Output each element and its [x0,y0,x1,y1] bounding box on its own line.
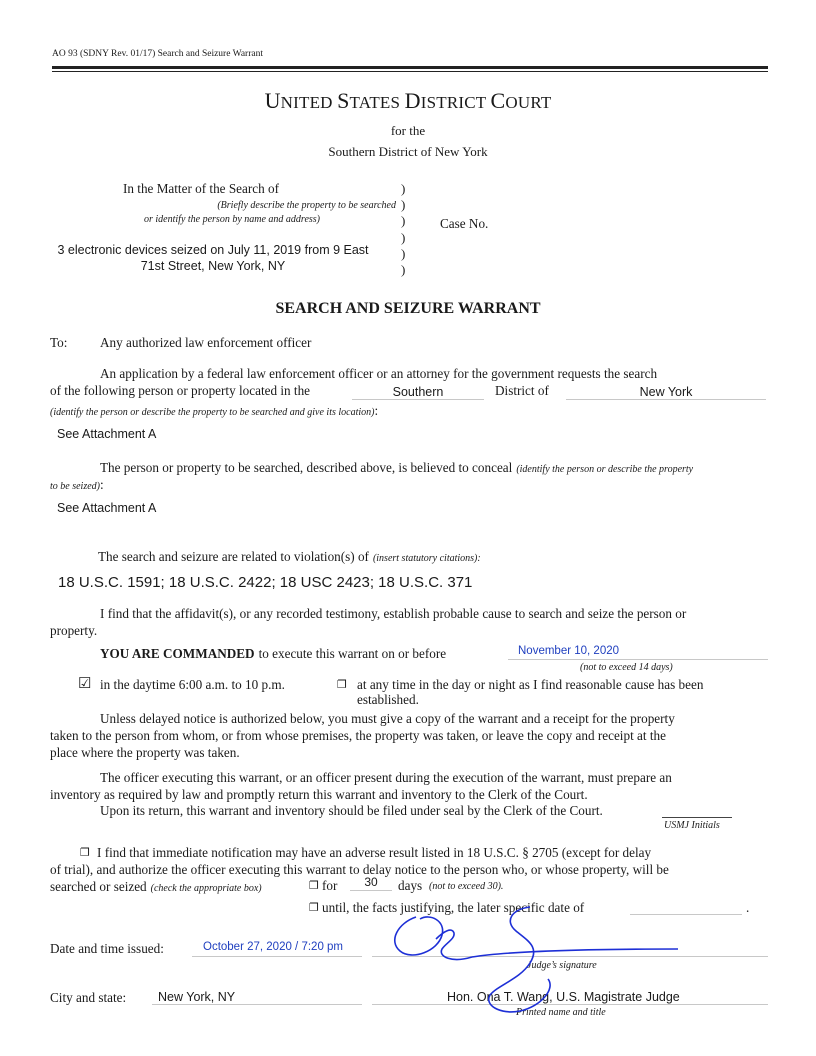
city-line [152,1004,362,1005]
application-line-1: An application by a federal law enforcement officer or an attorney for the government requests the search [100,366,658,381]
to-value: Any authorized law enforcement officer [100,335,312,350]
until-line: until, the facts justifying, the later specific date of [322,900,585,915]
days-field-line [350,890,392,891]
district-of-label: District of [495,383,549,398]
for-the: for the [390,123,426,138]
anytime-checkbox[interactable]: ❐ [337,678,347,691]
violation-line: The search and seizure are related to violation(s) of (insert statutory citations): [98,549,481,564]
affidavit-line-2: property. [50,623,98,638]
for-label: for [322,878,338,893]
inventory-line-2: inventory as required by law and promptly return this warrant and inventory to the Clerk of the Court. [50,787,588,802]
city-label: City and state: [50,990,127,1005]
form-id: AO 93 (SDNY Rev. 01/17) Search and Seizure Warrant [52,49,263,59]
statutory-citations[interactable]: 18 U.S.C. 1591; 18 U.S.C. 2422; 18 USC 2423; 18 U.S.C. 371 [58,574,473,591]
to-label: To: [50,335,68,350]
anytime-line-1: at any time in the day or night as I find reasonable cause has been [357,677,704,692]
until-period: . [746,900,750,915]
header-rule-thin [52,71,768,72]
inventory-line-3: Upon its return, this warrant and inventory should be filed under seal by the Clerk of the Court. [100,803,603,818]
district-field[interactable]: Southern [392,385,444,399]
delayed-line-1: Unless delayed notice is authorized below, you must give a copy of the warrant and a receipt for the property [100,711,675,726]
city-value[interactable]: New York, NY [158,990,236,1004]
caption-parens: ) ) ) ) ) ) [401,181,406,278]
date-issued-line [192,956,362,957]
notification-checkbox[interactable]: ❐ [80,846,90,859]
application-line-2: of the following person or property located in the [50,383,311,398]
state-field[interactable]: New York [639,385,693,399]
header-rule [52,66,768,69]
matter-label: In the Matter of the Search of [123,181,279,196]
execute-date-line [508,659,768,660]
initials-line[interactable] [662,817,732,818]
days-hint: (not to exceed 30). [429,881,504,892]
until-checkbox[interactable]: ❐ [309,901,319,914]
exceed-14-days: (not to exceed 14 days) [580,662,673,673]
inventory-line-1: The officer executing this warrant, or an officer present during the execution of the warrant, must prepare an [100,770,672,785]
case-no-label: Case No. [440,216,489,231]
days-field[interactable]: 30 [364,875,378,889]
warrant-title: SEARCH AND SEIZURE WARRANT [275,300,541,317]
property-line-2: 71st Street, New York, NY [140,258,286,273]
date-issued-label: Date and time issued: [50,941,164,956]
judge-signature [380,905,700,1020]
daytime-label: in the daytime 6:00 a.m. to 10 p.m. [100,677,285,692]
usmj-initials-label: USMJ Initials [664,820,720,831]
judge-name[interactable]: Hon. Ona T. Wang, U.S. Magistrate Judge [447,990,680,1004]
attachment-a-location[interactable]: See Attachment A [57,427,157,441]
property-description [40,243,386,274]
district-name: Southern District of New York [328,144,488,159]
command-line: YOU ARE COMMANDED to execute this warrant on or before [100,646,447,661]
days-label: days [398,878,423,893]
notification-line-2: of trial), and authorize the officer executing this warrant to delay notice to the person who, or whose property, will be [50,862,669,877]
attachment-a-items[interactable]: See Attachment A [57,501,157,515]
delayed-line-2: taken to the person from whom, or from whose premises, the property was taken, or leave the copy and receipt at the [50,728,666,743]
conceal-line-1: The person or property to be searched, described above, is believed to conceal (identify the person or describe the property [100,460,694,475]
delayed-line-3: place where the property was taken. [50,745,240,760]
for-days-checkbox[interactable]: ❐ [309,879,319,892]
state-field-line [566,399,766,400]
conceal-line-2: to be seized): [50,477,104,492]
notification-line-3: searched or seized (check the appropriate box) [50,879,262,894]
district-field-line [352,399,484,400]
caption-hint-2: or identify the person by name and address) [144,214,320,225]
daytime-checkbox[interactable]: ☑ [78,676,92,692]
court-title: UNITED STATES DISTRICT COURT [264,88,552,113]
date-issued-value[interactable]: October 27, 2020 / 7:20 pm [203,941,344,953]
caption-hint-1: (Briefly describe the property to be searched [217,200,396,211]
application-hint-row: (identify the person or describe the property to be searched and give its location): [50,403,379,418]
judge-signature-label: Judge’s signature [527,960,597,971]
affidavit-line-1: I find that the affidavit(s), or any recorded testimony, establish probable cause to search and seize the person or [100,606,687,621]
property-line-1: 3 electronic devices seized on July 11, 2019 from 9 East [57,243,369,257]
anytime-line-2: established. [357,692,419,707]
execute-before-date[interactable]: November 10, 2020 [518,645,620,657]
notification-line-1: I find that immediate notification may have an adverse result listed in 18 U.S.C. § 2705 (except for delay [97,845,652,860]
printed-name-label: Printed name and title [516,1007,606,1018]
